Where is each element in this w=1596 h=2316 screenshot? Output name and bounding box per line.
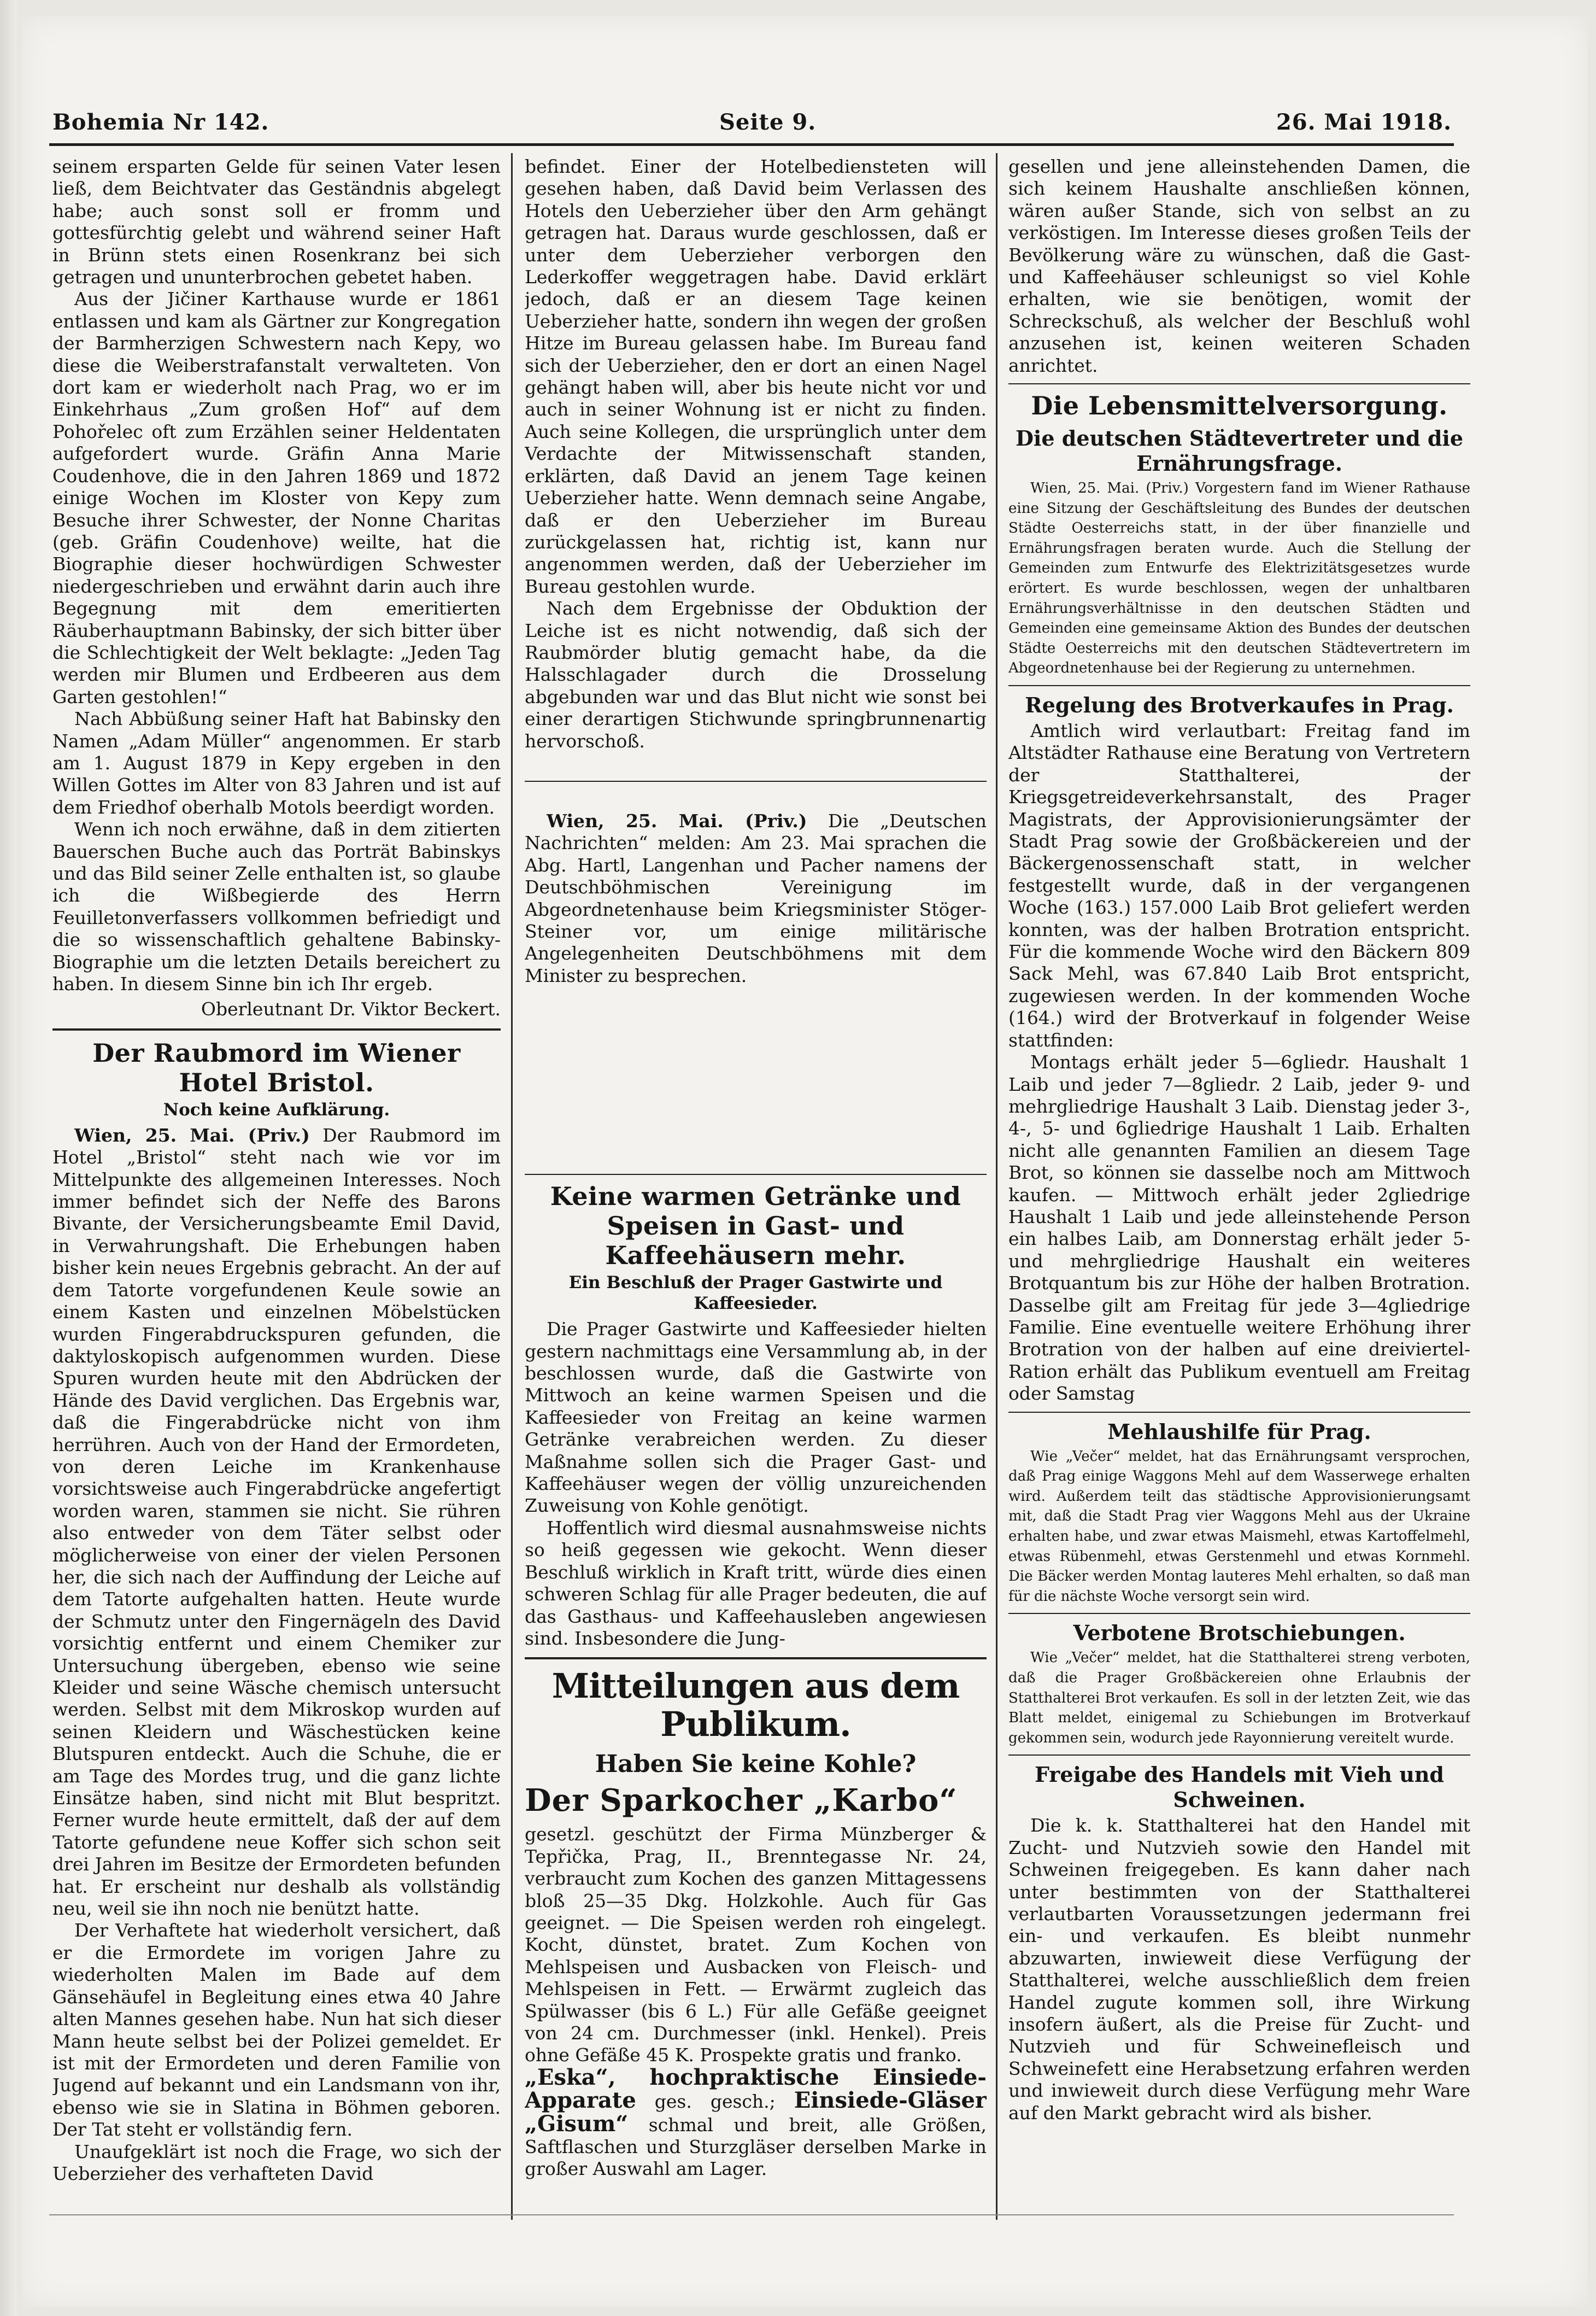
col3-paragraph: gesellen und jene alleinstehenden Damen, die sich keinem Haushalte anschließen können, wären außer Stande, sich von selbst an zu verköstigen. Im Interesse dieses großen Teils der Bevölkerung wäre zu wünschen, daß die Gast- und Kaffeehäuser schleunigst so viel Kohle erhalten, wie sie benötigen, womit der Schreckschuß, als welcher der Beschluß wohl anzusehen ist, keinen weiteren Schaden anrichtet. bbox=[1008, 156, 1470, 376]
header-issue: Bohemia Nr 142. bbox=[52, 109, 269, 135]
column-divider-2 bbox=[996, 153, 998, 2220]
col3-paragraph: Montags erhält jeder 5—6gliedr. Haushalt 1 Laib und jeder 7—8gliedr. 2 Laib, jeder 9- und mehrgliedrige Haushalt 3 Laib. Dienstag jeder 3-, 4-, 5- und 6gliedrige Haushalt 1 Laib. Erhalten nicht alle genannten Familien an diesem Tage Brot, so können sie dasselbe noch am Mittwoch kaufen. — Mittwoch erhält jeder 2gliedrige Haushalt 1 Laib und jede alleinstehende Person ein halbes Laib, am Donnerstag erhält jeder 5- und mehrgliedrige Haushalt ein weiteres Brotquantum bis zur Höhe der halben Brotration. Dasselbe gilt am Freitag für jede 3—4gliedrige Familie. Eine eventuelle weitere Erhöhung ihrer Brotration von der halben auf eine dreiviertel-Ration erhält das Publikum eventuell am Freitag oder Samstag bbox=[1008, 1051, 1470, 1405]
col3-paragraph: Die k. k. Statthalterei hat den Handel mit Zucht- und Nutzvieh sowie den Handel mit Schweinen freigegeben. Es kann daher nach unter bestimmten von der Statthalterei verlautbarten Voraussetzungen jedermann frei ein- und verkaufen. Es bleibt nunmehr abzuwarten, inwieweit diese Verfügung der Statthalterei, welche ausschließlich dem freien Handel zugute kommen soll, ihre Wirkung insofern äußert, als die Preise für Zucht- und Nutzvieh und für Schweinefleisch und Schweinefett eine Herabsetzung erfahren werden und inwieweit durch diese Verfügung mehr Ware auf den Markt gebracht wird als bisher. bbox=[1008, 1815, 1470, 2124]
section-rule bbox=[1008, 1754, 1470, 1756]
article-headline-brotschiebungen: Verbotene Brotschiebungen. bbox=[1073, 1621, 1406, 1646]
col1-paragraph: Aus der Jičiner Karthause wurde er 1861 entlassen und kam als Gärtner zur Kongregation der Barmherzigen Schwestern nach Kepy, wo diese die Weiberstrafanstalt verwalteten. Von dort kam er wiederholt nach Prag, wo er im Einkehrhaus „Zum großen Hof“ auf dem Pohořelec oft zum Erzählen seiner Heldentaten aufgefordert wurde. Gräfin Anna Marie Coudenhove, die in den Jahren 1869 und 1872 einige Wochen im Kloster von Kepy zum Besuche ihrer Schwester, der Nonne Charitas (geb. Gräfin Coudenhove) weilte, hat die Biographie dieser hochwürdigen Schwester niedergeschrieben und erwähnt darin auch ihre Begegnung mit dem emeritierten Räuberhauptmann Babinsky, der sich bitter über die Schlechtigkeit der Welt beklagte: „Jeden Tag werden mir Blumen und Erdbeeren aus dem Garten gestohlen!“ bbox=[52, 288, 501, 707]
advertisement-brand: Der Sparkocher „Karbo“ bbox=[525, 1782, 958, 1819]
col1-paragraph: Unaufgeklärt ist noch die Frage, wo sich der Ueberzieher des verhafteten David bbox=[52, 2140, 501, 2184]
advertisement-text: gesetzl. geschützt der Firma Münzberger & Tepřička, Prag, II., Brenntegasse Nr. 24, verbraucht zum Kochen des ganzen Mittagessens bloß 25—35 Dkg. Holzkohle. Auch für Gas geeignet. — Die Speisen werden roh eingelegt. Kocht, dünstet, bratet. Zum Kochen von Mehlspeisen und Ausbacken von Fleisch- und Mehlspeisen in Fett. — Erwärmt zugleich das Spülwasser (bis 6 L.) Für alle Gefäße geeignet von 24 cm. Durchmesser (inkl. Henkel). Preis ohne Gefäße 45 K. Prospekte gratis und franko. bbox=[525, 1823, 987, 2066]
letter-signature: Oberleutnant Dr. Viktor Beckert. bbox=[201, 998, 501, 1020]
col1-paragraph: Der Verhaftete hat wiederholt versichert, daß er die Ermordete im vorigen Jahre zu wiederholten Malen im Bade auf dem Gänsehäufel in Begleitung eines etwa 40 Jahre alten Mannes gesehen habe. Nun hat sich dieser Mann heute selbst bei der Polizei gemeldet. Er ist mit der Ermordeten und deren Familie von Jugend auf bekannt und ein Landsmann von ihr, ebenso wie sie in Slatina in Böhmen geboren. Der Tat steht er vollständig fern. bbox=[52, 1920, 501, 2140]
column-1 bbox=[52, 156, 501, 2217]
article-headline-lebensmittel: Die Lebensmittelversorgung. bbox=[1031, 391, 1448, 421]
section-rule bbox=[1008, 383, 1470, 384]
col2-paragraph: Die „Deutschen Nachrichten“ melden: Am 23. Mai sprachen die Abg. Hartl, Langenhan und Pacher namens der Deutschböhmischen Vereinigung im Abgeordnetenhause beim Kriegsminister Stöger-Steiner vor, um einige militärische Angelegenheiten Deutschböhmens mit dem Minister zu besprechen. bbox=[525, 810, 987, 986]
column-divider-1 bbox=[511, 153, 513, 2220]
article-headline-brotverkauf: Regelung des Brotverkaufes in Prag. bbox=[1025, 693, 1454, 717]
col2-paragraph: Hoffentlich wird diesmal ausnahmsweise nichts so heiß gegessen wie gekocht. Wenn dieser Beschluß wirklich in Kraft tritt, würde dies einen schweren Schlag für alle Prager bedeuten, die auf das Gasthaus- und Kaffeehausleben angewiesen sind. Insbesondere die Jung- bbox=[525, 1517, 987, 1649]
col1-paragraph: seinem ersparten Gelde für seinen Vater lesen ließ, dem Beichtvater das Geständnis abgelegt habe; auch sonst soll er fromm und gottesfürchtig gelebt und während seiner Haft in Brünn stets einen Rosenkranz bei sich getragen und ununterbrochen gebetet haben. bbox=[52, 156, 501, 288]
advertisement-gesch: ges. gesch.; bbox=[654, 2091, 776, 2113]
advertisement-text: schmal und breit, alle Größen, Saftflaschen und Sturzgläser derselben Marke in großer Auswahl am Lager. bbox=[525, 2114, 987, 2180]
col2-paragraph: befindet. Einer der Hotelbediensteten will gesehen haben, daß David beim Verlassen des Hotels den Ueberzieher über den Arm gehängt getragen hat. Daraus wurde geschlossen, daß er unter dem Ueberzieher verborgen den Lederkoffer weggetragen habe. David erklärt jedoch, daß er an diesem Tage keinen Ueberzieher hatte, sondern ihn wegen der großen Hitze im Bureau gelassen habe. Im Bureau fand sich der Ueberzieher, den er dort an einen Nagel gehängt haben will, aber bis heute nicht vor und auch in seiner Wohnung ist er nicht zu finden. Auch seine Kollegen, die ursprünglich unter dem Verdachte der Mitwissenschaft standen, erklärten, daß David an jenem Tage keinen Ueberzieher hatte. Wenn demnach seine Angabe, daß er den Ueberzieher im Bureau zurückgelassen hat, richtig ist, kann nur angenommen werden, daß der Ueberzieher im Bureau gestohlen wurde. bbox=[525, 156, 987, 597]
article-headline-warm: Keine warmen Getränke und Speisen in Gast- und Kaffeehäusern mehr. bbox=[550, 1182, 961, 1271]
col1-paragraph: Der Raubmord im Hotel „Bristol“ steht nach wie vor im Mittelpunkte des allgemeinen Interesses. Noch immer befindet sich der Neffe des Barons Bivante, der Versicherungsbeamte Emil David, in Verwahrungshaft. Die Erhebungen haben bisher kein neues Ergebnis gebracht. An der auf dem Tatorte vorgefundenen Keule sowie an einem Kasten und einzelnen Möbelstücken wurden Fingerabdruckspuren gefunden, die daktyloskopisch aufgenommen wurden. Diese Spuren wurden heute mit den Abdrücken der Hände des David verglichen. Das Ergebnis war, daß die Fingerabdrücke nicht von ihm herrühren. Auch von der Hand der Ermordeten, von deren Leiche im Krankenhause vorsichtsweise auch Fingerabdrücke angefertigt worden waren, stammen sie nicht. Sie rühren also entweder von dem Täter selbst oder möglicherweise von einer der vielen Personen her, die sich nach der Auffindung der Leiche auf dem Tatorte aufgehalten hatten. Heute wurde der Schmutz unter den Fingernägeln des David vorsichtig entfernt und einem Chemiker zur Untersuchung übergeben, ebenso wie seine Kleider und seine Wäsche chemisch untersucht werden. Selbst mit dem Mikroskop wurden auf seinen Kleidern und Wäschestücken keine Blutspuren entdeckt. Auch die Schuhe, die er am Tage des Mordes trug, und die ganz lichte Einsätze haben, sind nicht mit Blut bespritzt. Ferner wurde heute ermittelt, daß der auf dem Tatorte gefundene neue Koffer sich schon seit drei Jahren im Besitze der Ermordeten befunden hat. Er erscheint nur deshalb als vollständig neu, weil sie ihn noch nie benützt hatte. bbox=[52, 1124, 501, 1920]
article-subhead-lebensmittel: Die deutschen Städtevertreter und die Ernährungsfrage. bbox=[1015, 426, 1464, 476]
article-headline-viehhandel: Freigabe des Handels mit Vieh und Schweinen. bbox=[1035, 1762, 1444, 1812]
article-subhead-raubmord: Noch keine Aufklärung. bbox=[163, 1099, 390, 1120]
page-edge bbox=[0, 0, 16, 2316]
header-page-number: Seite 9. bbox=[719, 109, 817, 135]
article-headline-mehlaushilfe: Mehlaushilfe für Prag. bbox=[1107, 1419, 1371, 1444]
col3-paragraph: Amtlich wird verlautbart: Freitag fand im Altstädter Rathause eine Beratung von Vertretern der Statthalterei, der Kriegsgetreideverkehrsanstalt, des Prager Magistrats, der Approvisionierungsämter der Stadt Prag sowie der Großbäckereien und der Bäckergenossenschaft statt, in welcher festgestellt wurde, daß in der vergangenen Woche (163.) 157.000 Laib Brot geliefert werden konnten, was der halben Brotration entspricht. Für die kommende Woche wird den Bäckern 809 Sack Mehl, was 67.840 Laib Brot entspricht, zugewiesen werden. In der kommenden Woche (164.) wird der Brotverkauf in folgender Weise stattfinden: bbox=[1008, 720, 1470, 1051]
article-subhead-warm: Ein Beschluß der Prager Gastwirte und Kaffeesieder. bbox=[568, 1273, 943, 1314]
col1-paragraph: Wenn ich noch erwähne, daß in dem zitierten Bauerschen Buche auch das Porträt Babinskys und das Bild seiner Zelle enthalten ist, so glaube ich die Wißbegierde des Herrn Feuilletonverfassers vollkommen befriedigt und die so wissenschaftlich gehaltene Babinsky-Biographie um die letzten Details bereichert zu haben. In diesem Sinne bin ich Ihr ergeb. bbox=[52, 818, 501, 995]
advertisement-section-title: Mitteilungen aus dem Publikum. bbox=[551, 1666, 960, 1745]
col1-paragraph: Nach Abbüßung seiner Haft hat Babinsky den Namen „Adam Müller“ angenommen. Er starb am 1. August 1879 in Kepy ergeben in den Willen Gottes im Alter von 83 Jahren und ist auf dem Friedhof oberhalb Motols beerdigt worden. bbox=[52, 708, 501, 818]
blank-space bbox=[525, 987, 987, 1167]
col2-paragraph: Die Prager Gastwirte und Kaffeesieder hielten gestern nachmittags eine Versammlung ab, in der beschlossen wurde, daß die Gastwirte von Mittwoch an keine warmen Speisen und die Kaffeesieder von Freitag an keine warmen Getränke verabreichen werden. Zu dieser Maßnahme sollen sich die Prager Gast- und Kaffeehäuser wegen der völlig unzureichenden Zuweisung von Kohle genötigt. bbox=[525, 1318, 987, 1517]
section-rule bbox=[1008, 1613, 1470, 1614]
dateline: Wien, 25. Mai. (Priv.) bbox=[547, 810, 807, 832]
col2-paragraph: Nach dem Ergebnisse der Obduktion der Leiche ist es nicht notwendig, daß sich der Raubmörder blutig gemacht habe, da die Halsschlagader durch die Drosselung abgebunden war und das Blut nicht wie sonst bei einer derartigen Stichwunde springbrunnenartig hervorschoß. bbox=[525, 598, 987, 752]
article-headline-raubmord: Der Raubmord im Wiener Hotel Bristol. bbox=[92, 1038, 461, 1097]
section-rule bbox=[525, 1174, 987, 1175]
header-date: 26. Mai 1918. bbox=[1276, 109, 1452, 135]
section-rule bbox=[52, 1028, 501, 1031]
col3-paragraph: Wie „Večer“ meldet, hat das Ernährungsamt versprochen, daß Prag einige Waggons Mehl auf dem Wasserwege erhalten wird. Außerdem teilt das städtische Approvisionierungsamt mit, daß die Stadt Prag vier Waggons Mehl aus der Ukraine erhalten habe, und zwar etwas Maismehl, etwas Kartoffelmehl, etwas Rübenmehl, etwas Gerstenmehl und etwas Kornmehl. Die Bäcker werden Montag lauteres Mehl erhalten, so daß man für die nächste Woche versorgt sein wird. bbox=[1008, 1448, 1470, 1605]
header-rule bbox=[49, 143, 1454, 146]
column-3 bbox=[1008, 156, 1470, 2217]
col3-paragraph: Wie „Večer“ meldet, hat die Statthalterei streng verboten, daß die Prager Großbäckereien ohne Erlaubnis der Statthalterei Brot verkaufen. Es soll in der letzten Zeit, wie das Blatt meldet, einigemal zu Schiebungen im Brotverkauf gekommen sein, wodurch jede Rayonnierung vereitelt wurde. bbox=[1008, 1650, 1470, 1746]
section-rule bbox=[1008, 685, 1470, 686]
footer-rule bbox=[49, 2214, 1454, 2215]
page-header bbox=[52, 109, 1452, 142]
dateline: Wien, 25. Mai. (Priv.) bbox=[74, 1124, 310, 1146]
column-2 bbox=[525, 156, 987, 2217]
section-rule bbox=[525, 1657, 987, 1659]
section-rule bbox=[1008, 1412, 1470, 1413]
section-rule bbox=[525, 781, 987, 782]
advertisement-glaeser: Einsiede-Gläser „Gisum“ bbox=[525, 2087, 987, 2137]
advertisement-question: Haben Sie keine Kohle? bbox=[595, 1750, 917, 1779]
advertisement-eska: „Eska“, hochpraktische Einsiede-Apparate bbox=[525, 2064, 987, 2114]
col3-paragraph: Wien, 25. Mai. (Priv.) Vorgestern fand im Wiener Rathause eine Sitzung der Geschäftsleitung des Bundes der deutschen Städte Oesterreichs statt, in der über finanzielle und Ernährungsfragen beraten wurde. Auch die Stellung der Gemeinden zum Entwurfe des Elektrizitätsgesetzes wurde erörtert. Es wurde beschlossen, wegen der unhaltbaren Ernährungsverhältnisse in den deutschen Städten und Gemeinden eine gemeinsame Aktion des Bundes der deutschen Städte Oesterreichs mit den deutschen Städtevertretern im Abgeordnetenhause bei der Regierung zu unternehmen. bbox=[1008, 480, 1470, 677]
